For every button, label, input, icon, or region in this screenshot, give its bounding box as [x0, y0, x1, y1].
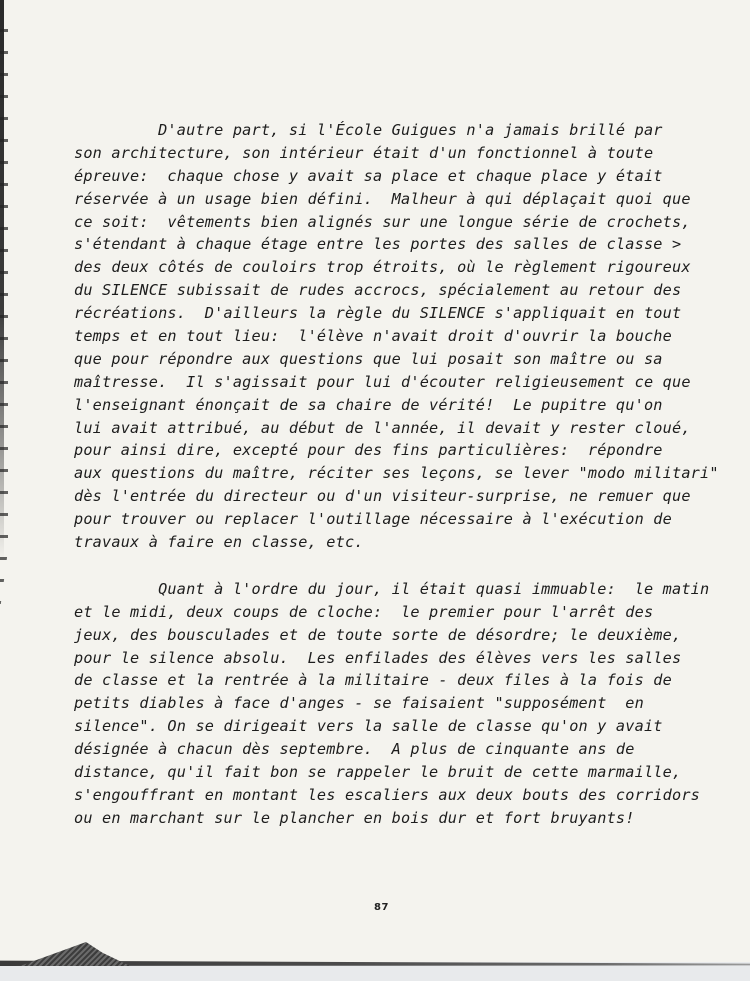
text-line: ce soit: vêtements bien alignés sur une longue série de crochets,	[74, 212, 691, 231]
text-line: du SILENCE subissait de rudes accrocs, spécialement au retour des	[74, 281, 682, 300]
text-line: réservée à un usage bien défini. Malheur à qui déplaçait quoi que	[74, 189, 691, 208]
text-line: lui avait attribué, au début de l'année, il devait y rester cloué,	[74, 418, 691, 437]
typed-text-body	[74, 119, 719, 830]
text-line: distance, qu'il fait bon se rappeler le bruit de cette marmaille,	[74, 763, 682, 782]
text-line: pour le silence absolu. Les enfilades des élèves vers les salles	[74, 648, 682, 667]
text-line: et le midi, deux coups de cloche: le premier pour l'arrêt des	[74, 602, 654, 621]
text-line: récréations. D'ailleurs la règle du SILENCE s'appliquait en tout	[74, 304, 682, 323]
text-line: temps et en tout lieu: l'élève n'avait droit d'ouvrir la bouche	[74, 327, 672, 346]
text-line: D'autre part, si l'École Guigues n'a jamais brillé par	[74, 121, 663, 139]
text-line: aux questions du maître, réciter ses leçons, se lever "modo militari"	[74, 464, 719, 483]
text-line: jeux, des bousculades et de toute sorte de désordre; le deuxième,	[74, 625, 682, 644]
binding-perforations	[0, 10, 8, 610]
text-line: des deux côtés de couloirs trop étroits, où le règlement rigoureux	[74, 258, 691, 277]
text-line: maîtresse. Il s'agissait pour lui d'écouter religieusement ce que	[74, 372, 691, 391]
paragraph-1	[74, 119, 719, 554]
text-line: petits diables à face d'anges - se faisaient "supposément en	[74, 694, 644, 713]
text-line: Quant à l'ordre du jour, il était quasi immuable: le matin	[74, 579, 710, 598]
text-line: que pour répondre aux questions que lui posait son maître ou sa	[74, 349, 663, 368]
text-line: ou en marchant sur le plancher en bois dur et fort bruyants!	[74, 808, 635, 827]
page-number: 87	[374, 902, 389, 913]
text-line: s'étendant à chaque étage entre les portes des salles de classe >	[74, 235, 682, 254]
paragraph-2	[74, 578, 710, 830]
text-line: désignée à chacun dès septembre. A plus de cinquante ans de	[74, 740, 635, 759]
text-line: dès l'entrée du directeur ou d'un visiteur-surprise, ne remuer que	[74, 487, 691, 506]
text-line: son architecture, son intérieur était d'un fonctionnel à toute	[74, 143, 654, 162]
text-line: pour trouver ou replacer l'outillage nécessaire à l'exécution de	[74, 510, 672, 529]
page-fold-shadow	[20, 942, 130, 966]
text-line: travaux à faire en classe, etc.	[74, 533, 364, 552]
text-line: de classe et la rentrée à la militaire - deux files à la fois de	[74, 671, 672, 690]
text-line: épreuve: chaque chose y avait sa place et chaque place y était	[74, 166, 663, 185]
text-line: silence". On se dirigeait vers la salle de classe qu'on y avait	[74, 717, 663, 736]
paragraph-spacer	[74, 554, 694, 578]
text-line: pour ainsi dire, excepté pour des fins particulières: répondre	[74, 441, 663, 460]
text-line: l'enseignant énonçait de sa chaire de vérité! Le pupitre qu'on	[74, 395, 663, 414]
text-line: s'engouffrant en montant les escaliers aux deux bouts des corridors	[74, 785, 701, 804]
